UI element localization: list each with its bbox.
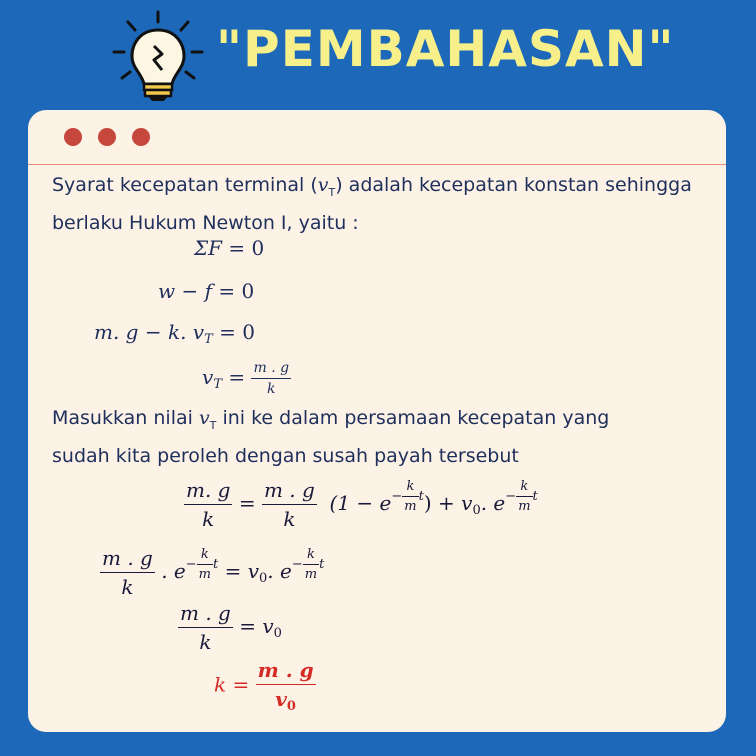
intro-text: Syarat kecepatan terminal $(v_T)$ adalah kecepatan konstan sehingga berlaku Hukum Newton I, yaitu : (52, 174, 692, 234)
mid-text: Masukkan nilai $v_T$ ini ke dalam persamaan kecepatan yang sudah kita peroleh dengan susah payah tersebut (52, 407, 610, 467)
divider (28, 164, 726, 165)
equation-mg-kv: m. g − k. $v_T = 0$ (94, 320, 255, 347)
window-dot (64, 128, 82, 146)
equation-w-minus-f: w − f = 0 (158, 279, 255, 303)
page-title: "PEMBAHASAN" (216, 20, 675, 78)
window-dot (98, 128, 116, 146)
content-card (28, 110, 726, 732)
equation-mg-k-v0: $\frac{m . g}{k}$ = $v_0$ (180, 601, 282, 654)
header (0, 0, 756, 110)
equation-sum-force: ΣF = 0 (194, 236, 265, 260)
equation-exponential: $\frac{m . g}{k}$ . $e^{- \frac{k}{m} t} = v_0$. $e^{- \frac{k}{m} t}$ (102, 546, 325, 599)
lightbulb-icon (110, 8, 210, 103)
window-dot (132, 128, 150, 146)
equation-answer: k = $\frac{m . g}{v_0}$ (214, 658, 314, 714)
equation-vt: $v_T$ = $\frac{m . g}{k}$ (202, 360, 290, 397)
equation-velocity-full: $\frac{m. g}{k}$ = $\frac{m . g}{k}$ $(1 - e^{- \frac{k}{m} t}) + v_0$. $e^{- \frac{k}{m} t}$ (186, 478, 538, 531)
